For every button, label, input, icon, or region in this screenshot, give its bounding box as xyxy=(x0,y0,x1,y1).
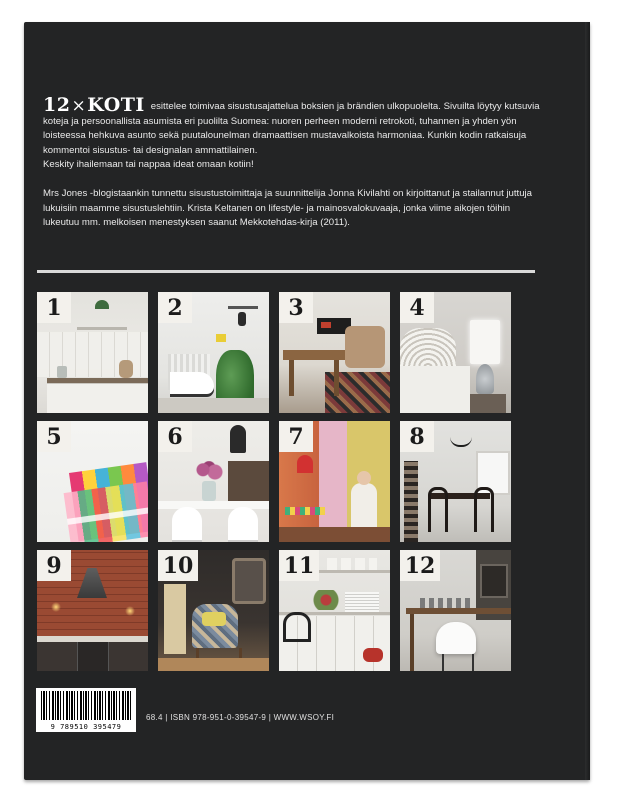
tile-number: 6 xyxy=(158,421,192,452)
photo-tile-2 xyxy=(158,292,269,413)
title-number: 12 xyxy=(43,94,71,116)
shelf xyxy=(77,327,127,330)
photo-tile-10 xyxy=(158,550,269,671)
barcode-bars xyxy=(41,691,131,720)
floor xyxy=(158,398,269,413)
candle-glow xyxy=(125,606,135,616)
person-head xyxy=(357,471,371,485)
vase xyxy=(202,481,216,501)
tile-number: 3 xyxy=(279,292,313,323)
armchair xyxy=(345,326,385,368)
jugs xyxy=(327,558,377,570)
tile-number: 10 xyxy=(158,550,198,581)
pink-panel xyxy=(319,421,347,542)
plates xyxy=(345,592,379,612)
photo-tile-3 xyxy=(279,292,390,413)
mobile xyxy=(228,306,258,309)
blurb xyxy=(43,96,543,231)
stove xyxy=(77,642,109,671)
red-lamp xyxy=(297,455,313,473)
book-edge xyxy=(585,22,590,780)
chandelier xyxy=(450,435,472,447)
photo-tile-7 xyxy=(279,421,390,542)
chair xyxy=(228,507,258,542)
doorway xyxy=(164,584,186,654)
chair xyxy=(170,372,214,394)
tile-number: 5 xyxy=(37,421,71,452)
desk-leg xyxy=(410,614,414,671)
blurb-text-1: esittelee toimivaa sisustusajattelua boksien ja brändien ulkopuolelta. Sivuilta löytyy kutsuvia koteja ja persoonallista asumista eri puolilta Suomea: nuoren perheen moderni retrokoti, tuhannen ja yhden yön loisteessa hehkuva asunto sekä puutalounelman dramaattisen mustavalkoista harmoniaa. Kunkin kodin ratkaisuja kommentoi sisustus- tai designalan ammattilainen. xyxy=(43,101,540,156)
white-chair xyxy=(436,622,476,654)
frame xyxy=(480,564,508,598)
barcode xyxy=(36,688,136,732)
tile-number: 12 xyxy=(400,550,440,581)
lampshade xyxy=(470,320,500,364)
photo-tile-11 xyxy=(279,550,390,671)
mirror xyxy=(232,558,266,604)
floor xyxy=(279,527,390,542)
photo-grid xyxy=(37,292,517,671)
range-hood xyxy=(77,568,107,598)
tile-number: 8 xyxy=(400,421,434,452)
lamp xyxy=(95,300,109,309)
tile-number: 7 xyxy=(279,421,313,452)
bed xyxy=(400,366,470,413)
wall-lamp xyxy=(238,312,246,326)
tile-number: 1 xyxy=(37,292,71,323)
book-title xyxy=(43,94,145,116)
carved-headboard xyxy=(400,328,456,368)
jar xyxy=(57,366,67,378)
nightstand xyxy=(470,394,506,413)
photo-tile-5 xyxy=(37,421,148,542)
photo-tile-8 xyxy=(400,421,511,542)
chair xyxy=(428,487,448,532)
tile-number: 11 xyxy=(279,550,319,581)
desk-items xyxy=(420,598,470,608)
cushion xyxy=(202,612,226,626)
staircase xyxy=(404,461,418,542)
chair-legs xyxy=(442,654,474,671)
title-word: KOTI xyxy=(87,94,145,116)
chair xyxy=(172,507,202,542)
chair xyxy=(474,487,494,532)
flowers xyxy=(194,461,224,483)
tile-number: 4 xyxy=(400,292,434,323)
isbn-footer: 68.4 | ISBN 978-951-0-39547-9 | WWW.WSOY.FI xyxy=(146,713,335,722)
yellow-object xyxy=(216,334,226,342)
lantern xyxy=(230,425,246,453)
photo-tile-1 xyxy=(37,292,148,413)
armchair xyxy=(192,604,238,648)
fireplace-glow xyxy=(321,322,331,328)
plants xyxy=(313,590,339,610)
red-pots xyxy=(363,648,383,662)
tile-number: 2 xyxy=(158,292,192,323)
floor xyxy=(158,658,269,671)
photo-tile-4 xyxy=(400,292,511,413)
photo-tile-12 xyxy=(400,550,511,671)
chair-back xyxy=(283,612,311,642)
photo-tile-6 xyxy=(158,421,269,542)
tile-number: 9 xyxy=(37,550,71,581)
shelf xyxy=(319,570,390,573)
shelf-items xyxy=(285,507,325,515)
cabinets xyxy=(47,383,148,413)
table-leg xyxy=(334,360,339,396)
table xyxy=(158,501,269,509)
photo-tile-9 xyxy=(37,550,148,671)
chair-legs xyxy=(196,648,242,658)
title-times: × xyxy=(71,96,87,116)
lamp-base xyxy=(476,364,494,394)
candle-glow xyxy=(51,602,61,612)
kettle xyxy=(119,360,133,378)
blurb-paragraph-1 xyxy=(43,96,543,158)
divider xyxy=(37,270,535,273)
blurb-text-2: Keskity ihailemaan tai nappaa ideat omaan kotiin! xyxy=(43,159,254,171)
barcode-number: 9 789510 395479 xyxy=(50,723,122,731)
desk xyxy=(406,608,511,614)
cabinet xyxy=(228,461,269,501)
wooden-table xyxy=(283,350,345,360)
author-bio: Mrs Jones -blogistaankin tunnettu sisustustoimittaja ja suunnittelija Jonna Kivilahti on kirjoittanut ja stailannut juttuja lukuisiin maamme sisustuslehtiin. Krista Keltanen on lifestyle- ja mainosvalokuvaaja, jonka viime aikojen töihin lukeutuu mm. melkoisen menestyksen saanut Mekkotehdas-kirja (2011). xyxy=(43,187,533,229)
table-leg xyxy=(289,360,294,396)
